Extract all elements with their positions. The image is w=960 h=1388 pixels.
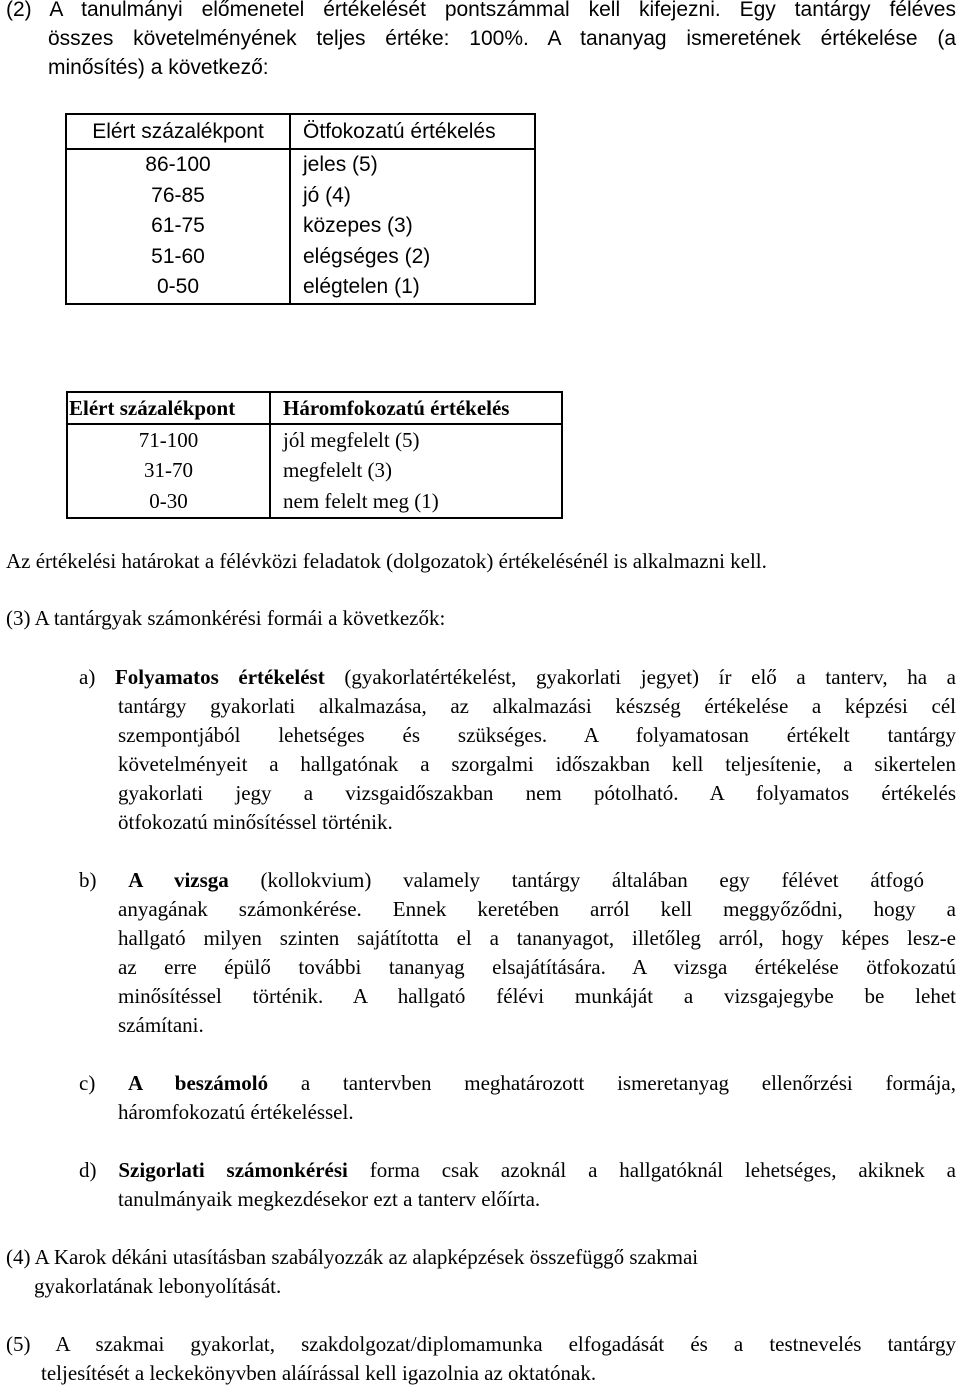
grade-cell: jól megfelelt (5) bbox=[283, 427, 420, 452]
item-b-text: (kollokvium) valamely tantárgy általában egy félévet átfogó bbox=[228, 868, 924, 892]
table-row bbox=[67, 424, 562, 456]
intro-line-2: összes követelményének teljes értéke: 100%. A tananyag ismeretének értékelése (a bbox=[48, 27, 956, 50]
table-row bbox=[66, 149, 535, 181]
item-a-line: gyakorlati jegy a vizsgaidőszakban nem pótolható. A folyamatos értékelés bbox=[118, 781, 956, 805]
item-a-term: Folyamatos értékelést bbox=[114, 665, 325, 689]
item-c-prefix: c) bbox=[79, 1071, 129, 1095]
grade-cell: megfelelt (3) bbox=[283, 458, 393, 483]
three-level-grading-table bbox=[66, 391, 563, 519]
table-row bbox=[66, 242, 535, 273]
item-c-text: a tantervben meghatározott ismeretanyag ellenőrzési formája, bbox=[268, 1071, 956, 1095]
item-a-body bbox=[118, 693, 956, 838]
table-header-row bbox=[66, 114, 535, 149]
percent-range-cell: 86-100 bbox=[66, 149, 290, 181]
intro-line-1: (2) A tanulmányi előmenetel értékelését pontszámmal kell kifejezni. Egy tantárgy féléves bbox=[6, 0, 956, 21]
item-a-first-line bbox=[79, 664, 956, 690]
item-c-term: A beszámoló bbox=[128, 1071, 269, 1095]
item-a-line: ötfokozatú minősítéssel történik. bbox=[118, 810, 393, 834]
item-a-line: követelményeit a hallgatónak a szorgalmi időszakban kell teljesítenie, a sikertelen bbox=[118, 752, 956, 776]
column-header-percent: Elért százalékpont bbox=[67, 392, 270, 424]
section-4-line-2: gyakorlatának lebonyolítását. bbox=[34, 1274, 282, 1298]
column-header-percent: Elért százalékpont bbox=[66, 114, 290, 149]
intro-line-3: minősítés) a következő: bbox=[48, 56, 269, 79]
grade-cell: elégséges (2) bbox=[303, 244, 431, 268]
grade-cell: közepes (3) bbox=[303, 214, 413, 238]
item-c-first-line bbox=[79, 1070, 956, 1096]
item-d-term: Szigorlati számonkérési bbox=[118, 1158, 348, 1182]
percent-range-cell: 76-85 bbox=[66, 181, 290, 212]
column-header-grade: Ötfokozatú értékelés bbox=[290, 114, 535, 149]
item-b-term: A vizsga bbox=[128, 868, 229, 892]
table-row bbox=[67, 486, 562, 518]
percent-range-cell: 0-50 bbox=[66, 272, 290, 304]
column-header-grade: Háromfokozatú értékelés bbox=[270, 392, 562, 424]
item-b-line: hallgató milyen szinten sajátította el a tananyagot, illetőleg arról, hogy képes lesz-e bbox=[118, 926, 956, 950]
item-d-line: tanulmányaik megkezdésekor ezt a tanterv előírta. bbox=[118, 1187, 541, 1211]
item-b-line: számítani. bbox=[118, 1013, 204, 1037]
item-b-body bbox=[118, 896, 956, 1041]
section-4-line-1: (4) A Karok dékáni utasításban szabályozzák az alapképzések összefüggő szakmai bbox=[6, 1245, 699, 1269]
table-row bbox=[66, 181, 535, 212]
grade-cell: nem felelt meg (1) bbox=[283, 488, 439, 513]
item-d-text: forma csak azoknál a hallgatóknál lehetséges, akiknek a bbox=[347, 1158, 956, 1182]
item-d-first-line bbox=[79, 1157, 956, 1183]
item-b-line: az erre épülő további tananyag elsajátítására. A vizsga értékelése ötfokozatú bbox=[118, 955, 956, 979]
table-row bbox=[66, 272, 535, 304]
percent-range-cell: 0-30 bbox=[67, 486, 270, 518]
item-b-prefix: b) bbox=[79, 868, 129, 892]
percent-range-cell: 71-100 bbox=[67, 424, 270, 456]
item-a-text: (gyakorlatértékelést, gyakorlati jegyet) ír elő a tanterv, ha a bbox=[324, 665, 956, 689]
item-b-line: minősítéssel történik. A hallgató félévi munkáját a vizsgajegybe be lehet bbox=[118, 984, 956, 1008]
table-header-row bbox=[67, 392, 562, 424]
item-a-line: tantárgy gyakorlati alkalmazása, az alkalmazási készség értékelése a képzési cél bbox=[118, 694, 956, 718]
item-c-line: háromfokozatú értékeléssel. bbox=[118, 1100, 354, 1124]
table-row bbox=[67, 456, 562, 487]
item-a-line: szempontjából lehetséges és szükséges. A folyamatosan értékelt tantárgy bbox=[118, 723, 956, 747]
table-row bbox=[66, 211, 535, 242]
grade-cell: elégtelen (1) bbox=[303, 275, 420, 299]
section-3-heading: (3) A tantárgyak számonkérési formái a következők: bbox=[6, 606, 446, 630]
item-b-first-line bbox=[79, 867, 924, 893]
grade-cell: jó (4) bbox=[303, 183, 351, 207]
grade-cell: jeles (5) bbox=[303, 153, 378, 177]
item-d-prefix: d) bbox=[79, 1158, 119, 1182]
grading-note: Az értékelési határokat a félévközi feladatok (dolgozatok) értékelésénél is alkalmazni kell. bbox=[6, 549, 767, 573]
item-a-prefix: a) bbox=[79, 665, 115, 689]
five-level-grading-table bbox=[65, 113, 536, 305]
percent-range-cell: 51-60 bbox=[66, 242, 290, 273]
item-b-line: anyagának számonkérése. Ennek keretében arról kell meggyőződni, hogy a bbox=[118, 897, 956, 921]
percent-range-cell: 31-70 bbox=[67, 456, 270, 487]
section-5-line-2: teljesítését a leckekönyvben aláírással kell igazolnia az oktatónak. bbox=[41, 1361, 597, 1385]
section-5-line-1: (5) A szakmai gyakorlat, szakdolgozat/diplomamunka elfogadását és a testnevelés tantárgy bbox=[6, 1332, 956, 1356]
percent-range-cell: 61-75 bbox=[66, 211, 290, 242]
